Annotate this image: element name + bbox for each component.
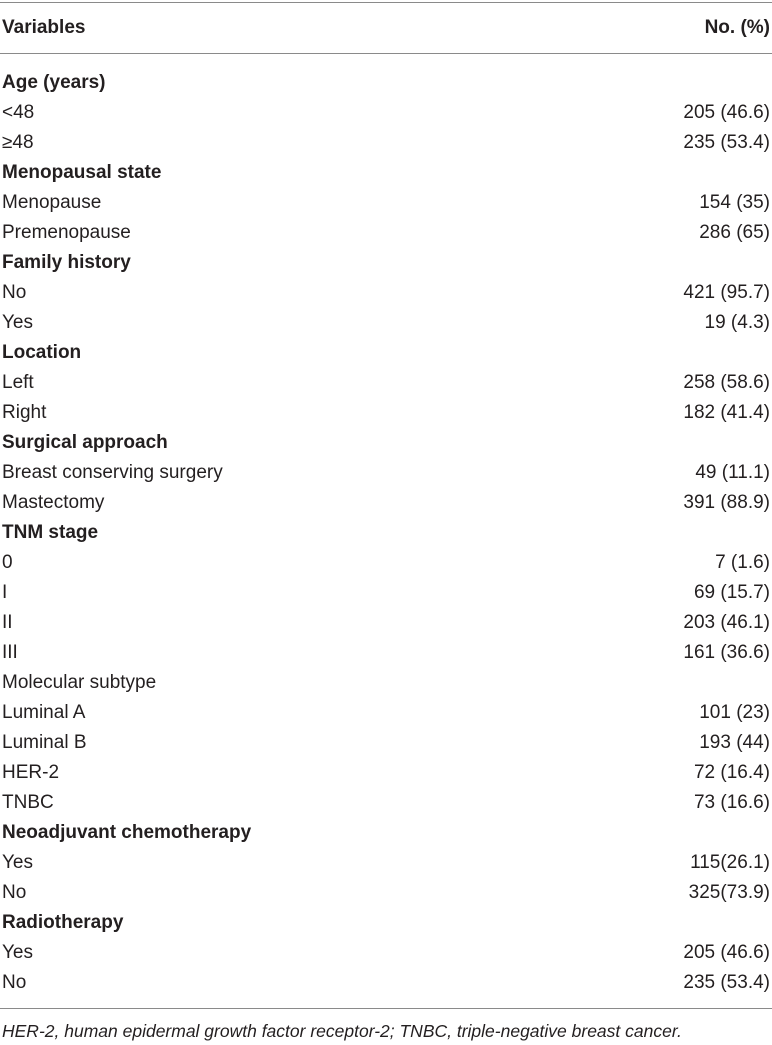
- section-label: Location: [2, 342, 82, 363]
- row-label: No: [2, 882, 27, 903]
- row-value: 182 (41.4): [683, 402, 770, 423]
- table-row: [0, 578, 772, 608]
- row-label: ≥48: [2, 132, 34, 153]
- table-row: [0, 638, 772, 668]
- row-label: Luminal A: [2, 702, 86, 723]
- row-value: 325(73.9): [688, 882, 770, 903]
- table-row: [0, 218, 772, 248]
- row-label: <48: [2, 102, 35, 123]
- table-row: [0, 188, 772, 218]
- table-footnote: HER-2, human epidermal growth factor receptor-2; TNBC, triple-negative breast cancer.: [2, 1021, 682, 1041]
- table-row: [0, 128, 772, 158]
- row-value: 115(26.1): [690, 852, 770, 873]
- row-label: Breast conserving surgery: [2, 462, 223, 483]
- table-row: [0, 938, 772, 968]
- row-label: Left: [2, 372, 34, 393]
- row-value: 7 (1.6): [715, 552, 770, 573]
- row-value: 19 (4.3): [704, 312, 770, 333]
- section-label: Age (years): [2, 72, 106, 93]
- row-label: Molecular subtype: [2, 672, 157, 693]
- row-label: 0: [2, 552, 13, 573]
- row-label: Mastectomy: [2, 492, 105, 513]
- table-row: [0, 668, 772, 698]
- table-row: [0, 548, 772, 578]
- section-label: Surgical approach: [2, 432, 168, 453]
- table-row: [0, 788, 772, 818]
- header-count-percent: No. (%): [704, 17, 770, 38]
- row-value: 203 (46.1): [683, 612, 770, 633]
- table-row: [0, 848, 772, 878]
- table-header: [0, 3, 772, 53]
- table-row: [0, 758, 772, 788]
- row-value: 72 (16.4): [693, 762, 770, 783]
- section-label: Family history: [2, 252, 131, 273]
- row-value: 421 (95.7): [683, 282, 770, 303]
- row-value: 286 (65): [699, 222, 770, 243]
- row-value: 258 (58.6): [683, 372, 770, 393]
- table-row: [0, 728, 772, 758]
- row-label: Yes: [2, 942, 33, 963]
- table-row: [0, 458, 772, 488]
- row-label: Right: [2, 402, 47, 423]
- row-label: No: [2, 282, 27, 303]
- row-label: Yes: [2, 852, 33, 873]
- section-label: Radiotherapy: [2, 912, 124, 933]
- section-header-row: [0, 158, 772, 188]
- row-value: 49 (11.1): [695, 462, 770, 483]
- table-row: [0, 608, 772, 638]
- row-value: 205 (46.6): [683, 942, 770, 963]
- section-header-row: [0, 908, 772, 938]
- header-variables: Variables: [2, 17, 86, 38]
- row-label: No: [2, 972, 27, 993]
- section-label: TNM stage: [2, 522, 99, 543]
- row-value: 154 (35): [699, 192, 770, 213]
- table-row: [0, 278, 772, 308]
- row-label: Luminal B: [2, 732, 87, 753]
- section-header-row: [0, 248, 772, 278]
- row-value: 69 (15.7): [693, 582, 770, 603]
- section-header-row: [0, 428, 772, 458]
- table-row: [0, 368, 772, 398]
- row-label: I: [2, 582, 8, 603]
- row-label: Menopause: [2, 192, 102, 213]
- row-value: 205 (46.6): [683, 102, 770, 123]
- row-value: 235 (53.4): [683, 132, 770, 153]
- table-row: [0, 698, 772, 728]
- row-value: 391 (88.9): [683, 492, 770, 513]
- row-label: HER-2: [2, 762, 60, 783]
- table-row: [0, 878, 772, 908]
- section-label: Menopausal state: [2, 162, 162, 183]
- row-value: 193 (44): [699, 732, 770, 753]
- row-value: 73 (16.6): [693, 792, 770, 813]
- row-label: III: [2, 642, 18, 663]
- row-value: 235 (53.4): [683, 972, 770, 993]
- table-row: [0, 308, 772, 338]
- table-body: [0, 54, 772, 998]
- table-row: [0, 488, 772, 518]
- row-value: 101 (23): [699, 702, 770, 723]
- table-row: [0, 398, 772, 428]
- section-label: Neoadjuvant chemotherapy: [2, 822, 252, 843]
- section-header-row: [0, 818, 772, 848]
- section-header-row: [0, 68, 772, 98]
- row-label: II: [2, 612, 13, 633]
- section-header-row: [0, 338, 772, 368]
- row-value: 161 (36.6): [683, 642, 770, 663]
- row-label: TNBC: [2, 792, 54, 813]
- table-row: [0, 968, 772, 998]
- table-row: [0, 98, 772, 128]
- row-label: Yes: [2, 312, 33, 333]
- row-label: Premenopause: [2, 222, 131, 243]
- section-header-row: [0, 518, 772, 548]
